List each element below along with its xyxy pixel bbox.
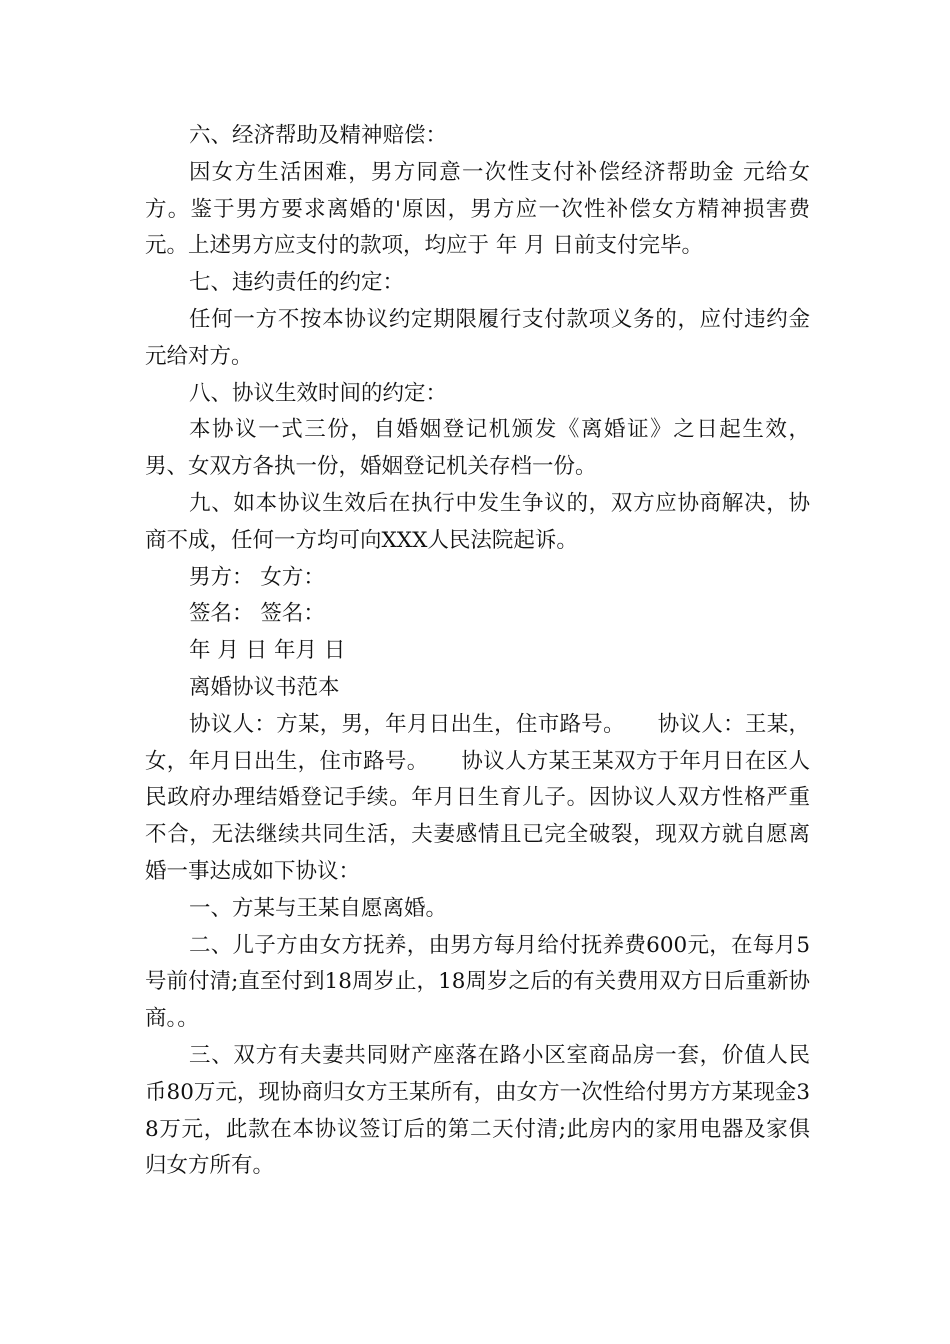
signature-names-line: 签名： 签名： — [189, 601, 325, 627]
section-heading-effective-time: 八、协议生效时间的约定： — [189, 380, 448, 406]
clause-divorce-agreement: 一、方某与王某自愿离婚。 — [189, 895, 448, 921]
section-heading-economic-help: 六、经济帮助及精神赔偿： — [189, 123, 448, 148]
document-body — [145, 118, 810, 1185]
paragraph-dispute-resolution: 九、如本协议生效后在执行中发生争议的，双方应协商解决，协商不成，任何一方均可向XXX人民法院起诉。 — [145, 490, 810, 553]
clause-property-division: 三、双方有夫妻共同财产座落在路小区室商品房一套，价值人民币80万元，现协商归女方王某所有，由女方一次性给付男方方某现金38万元，此款在本协议签订后的第二天付清;此房内的家用电器及家俱归女方所有。 — [145, 1042, 810, 1179]
paragraph-breach-liability: 任何一方不按本协议约定期限履行支付款项义务的，应付违约金 元给对方。 — [145, 306, 810, 369]
clause-child-custody: 二、儿子方由女方抚养，由男方每月给付抚养费600元，在每月5号前付清;直至付到18周岁止，18周岁之后的有关费用双方日后重新协商。。 — [145, 932, 810, 1032]
section-heading-breach-liability: 七、违约责任的约定： — [189, 270, 405, 296]
paragraph-effective-time: 本协议一式三份，自婚姻登记机颁发《离婚证》之日起生效，男、女双方各执一份，婚姻登记机关存档一份。 — [145, 417, 810, 480]
signature-date-line: 年 月 日 年月 日 — [189, 638, 346, 664]
signature-parties-line: 男方： 女方： — [189, 564, 325, 590]
paragraph-parties-intro: 协议人：方某，男，年月日出生，住市路号。 协议人：王某，女，年月日出生，住市路号。 协议人方某王某双方于年月日在区人民政府办理结婚登记手续。年月日生育儿子。因协议人双方性格严重不合，无法继续共同生活，夫妻感情且已完全破裂，现双方就自愿离婚一事达成如下协议： — [145, 711, 810, 884]
paragraph-economic-help: 因女方生活困难，男方同意一次性支付补偿经济帮助金 元给女方。鉴于男方要求离婚的'原因，男方应一次性补偿女方精神损害费 元。上述男方应支付的款项，均应于 年 月 日前支付完毕。 — [145, 159, 810, 259]
template-title: 离婚协议书范本 — [189, 674, 340, 700]
